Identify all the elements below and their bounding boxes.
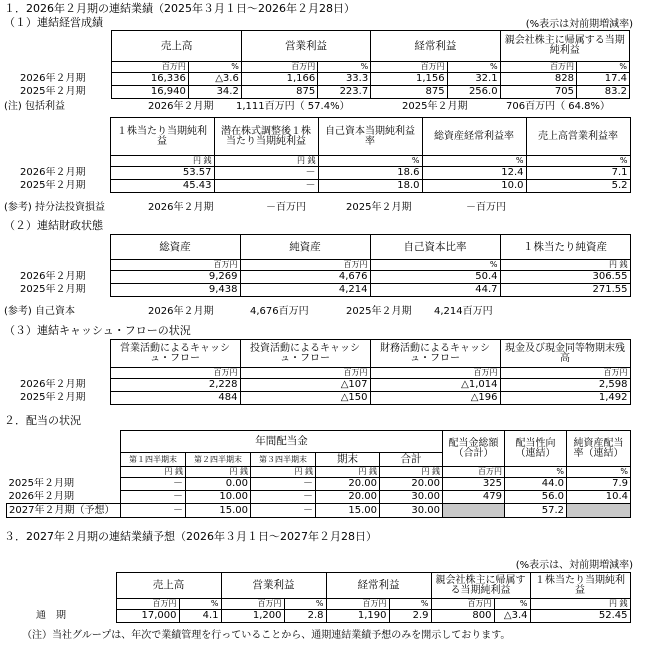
header-net-assets: 純資産	[240, 235, 370, 260]
own-capital-label: (参考) 自己資本	[4, 306, 75, 317]
table-row	[6, 86, 630, 99]
cell: 17.4	[576, 73, 629, 86]
forecast-footnote: （注）当社グループは、年次で業績管理を行っていることから、通期連結業績予想のみを開示しております。	[22, 630, 511, 641]
cell: 256.0	[447, 86, 500, 99]
unit: 百万円	[326, 599, 389, 610]
cell: 33.3	[318, 73, 371, 86]
unit: 百万円	[241, 62, 317, 73]
cell: 20.00	[380, 478, 443, 491]
cell: 30.00	[380, 504, 443, 518]
cell: －	[251, 504, 316, 518]
unit: 百万円	[112, 62, 188, 73]
row-label: 2025年２月期	[20, 392, 86, 403]
cell: －	[121, 478, 186, 491]
cell: 0.00	[186, 478, 251, 491]
cell: 7.1	[526, 167, 630, 180]
financial-position-heading: （２）連結財政状態	[4, 219, 103, 232]
table-row	[7, 478, 631, 491]
cell: 34.2	[188, 86, 241, 99]
header-ordinary-profit: 経常利益	[371, 31, 500, 62]
header-ordinary-profit: 経常利益	[326, 573, 431, 599]
unit: 円 銭	[251, 467, 316, 478]
header-year-end: 期末	[316, 453, 380, 467]
cell: 9,438	[110, 284, 240, 297]
header-dividend-on-equity: 純資産配当率（連結）	[567, 431, 631, 467]
header-eps: １株当たり当期純利益	[110, 118, 214, 156]
cell-not-applicable	[567, 504, 631, 518]
equity-method-value-1: －百万円	[266, 202, 306, 213]
header-total: 合計	[380, 453, 443, 467]
unit: %	[389, 599, 431, 610]
comprehensive-income-period-2: 2025年２月期	[402, 101, 468, 112]
unit: %	[188, 62, 241, 73]
own-capital-period-2: 2025年２月期	[346, 306, 412, 317]
header-eps: １株当たり当期純利益	[530, 573, 630, 599]
comprehensive-income-value-2: 706百万円（ 64.8%）	[506, 101, 611, 112]
forecast-table	[6, 572, 631, 623]
unit: 円 銭	[530, 599, 630, 610]
cell: 45.43	[110, 180, 214, 193]
header-q1-end: 第１四半期末	[121, 453, 186, 467]
header-operating-margin: 売上高営業利益率	[526, 118, 630, 156]
table-row	[6, 392, 630, 405]
unit: 百万円	[110, 368, 240, 379]
unit: 百万円	[221, 599, 284, 610]
unit: 円 銭	[316, 467, 380, 478]
cell: 53.57	[110, 167, 214, 180]
equity-method-label: (参考) 持分法投資損益	[4, 202, 105, 213]
row-label: 2026年２月期	[20, 271, 86, 282]
unit: 円 銭	[380, 467, 443, 478]
cell: 325	[443, 478, 505, 491]
unit: %	[318, 62, 371, 73]
cell: 479	[443, 491, 505, 504]
cell: 56.0	[505, 491, 567, 504]
cell: 44.0	[505, 478, 567, 491]
cell: －	[214, 167, 318, 180]
unit: %	[447, 62, 500, 73]
table-row	[6, 73, 630, 86]
cell: 15.00	[316, 504, 380, 518]
unit: %	[567, 467, 631, 478]
comprehensive-income-value-1: 1,111百万円（ 57.4%）	[236, 101, 350, 112]
own-capital-period-1: 2026年２月期	[148, 306, 214, 317]
unit: 円 銭	[500, 260, 630, 271]
cell: 20.00	[316, 478, 380, 491]
header-q2-end: 第２四半期末	[186, 453, 251, 467]
header-operating-cf: 営業活動によるキャッシュ・フロー	[110, 340, 240, 368]
dividends-table	[6, 430, 631, 518]
own-capital-value-2: 4,214百万円	[434, 306, 493, 317]
unit: 百万円	[116, 599, 179, 610]
header-bps: １株当たり純資産	[500, 235, 630, 260]
row-label: 2025年２月期	[20, 284, 86, 295]
cell: 2.8	[284, 610, 326, 623]
cell: △196	[370, 392, 500, 405]
header-net-income-owners: 親会社株主に帰属する当期純利益	[500, 31, 629, 62]
unit: 円 銭	[214, 156, 318, 167]
table-row	[7, 504, 631, 518]
equity-method-period-1: 2026年２月期	[148, 202, 214, 213]
unit: 百万円	[443, 467, 505, 478]
header-cash-end-balance: 現金及び現金同等物期末残高	[500, 340, 630, 368]
header-equity-ratio: 自己資本比率	[370, 235, 500, 260]
unit: %	[179, 599, 221, 610]
cell: 875	[241, 86, 317, 99]
header-net-income-owners: 親会社株主に帰属する当期純利益	[431, 573, 530, 599]
cell: △3.6	[188, 73, 241, 86]
cell: 16,940	[112, 86, 188, 99]
unit: 百万円	[431, 599, 494, 610]
cell: －	[214, 180, 318, 193]
unit: 円 銭	[186, 467, 251, 478]
profitability-table	[6, 117, 631, 193]
forecast-percent-note: (%表示は、対前期増減率)	[515, 560, 633, 571]
cell: 17,000	[116, 610, 179, 623]
cell: 20.00	[316, 491, 380, 504]
header-net-sales: 売上高	[116, 573, 221, 599]
row-label: 2026年２月期	[20, 73, 86, 84]
own-capital-value-1: 4,676百万円	[250, 306, 309, 317]
cell: 10.4	[567, 491, 631, 504]
header-q3-end: 第３四半期末	[251, 453, 316, 467]
section1-sub-operating-results: （１）連結経営成績	[4, 16, 103, 29]
cash-flow-table	[6, 339, 631, 405]
unit: 百万円	[240, 368, 370, 379]
header-diluted-eps: 潜在株式調整後１株当たり当期純利益	[214, 118, 318, 156]
cell: 306.55	[500, 271, 630, 284]
cell: 57.2	[505, 504, 567, 518]
cell: 30.00	[380, 491, 443, 504]
cell: 705	[500, 86, 576, 99]
cell: 1,156	[371, 73, 447, 86]
table-row	[6, 610, 630, 623]
table-row	[6, 379, 630, 392]
cell: △150	[240, 392, 370, 405]
header-roe: 自己資本当期純利益率	[318, 118, 422, 156]
cell: 16,336	[112, 73, 188, 86]
cell: 50.4	[370, 271, 500, 284]
cell: 44.7	[370, 284, 500, 297]
row-label: 2025年２月期	[20, 86, 86, 97]
table-row	[6, 167, 630, 180]
cell: 2,228	[110, 379, 240, 392]
header-roa: 総資産経常利益率	[422, 118, 526, 156]
cash-flow-heading: （３）連結キャッシュ・フローの状況	[4, 324, 191, 337]
row-label-full-year: 通 期	[36, 610, 66, 621]
cell: 4,676	[240, 271, 370, 284]
unit: %	[526, 156, 630, 167]
comprehensive-income-label: (注) 包括利益	[4, 101, 65, 112]
row-label: 2025年２月期	[20, 180, 86, 191]
unit: 百万円	[371, 62, 447, 73]
cell: 18.0	[318, 180, 422, 193]
cell: 1,166	[241, 73, 317, 86]
cell: 52.45	[530, 610, 630, 623]
unit: 円 銭	[110, 156, 214, 167]
section1-heading: １．2026年２月期の連結業績（2025年３月１日～2026年２月28日）	[4, 2, 355, 15]
dividends-heading: ２．配当の状況	[4, 414, 81, 427]
percent-note: (%表示は対前期増減率)	[525, 19, 633, 30]
unit: 百万円	[110, 260, 240, 271]
header-annual-dividend: 年間配当金	[121, 431, 443, 453]
unit: %	[422, 156, 526, 167]
header-total-dividend: 配当金総額（合計）	[443, 431, 505, 467]
financial-position-table	[6, 234, 631, 297]
forecast-heading: ３．2027年２月期の連結業績予想（2026年３月１日～2027年２月28日）	[4, 530, 377, 543]
cell: 5.2	[526, 180, 630, 193]
cell: 2.9	[389, 610, 431, 623]
cell: 32.1	[447, 73, 500, 86]
row-label: 2027年２月期（予想）	[7, 504, 121, 518]
table-row	[7, 491, 631, 504]
cell: 4.1	[179, 610, 221, 623]
table-row	[6, 284, 630, 297]
unit: %	[318, 156, 422, 167]
unit: %	[576, 62, 629, 73]
cell: 484	[110, 392, 240, 405]
comprehensive-income-period-1: 2026年２月期	[148, 101, 214, 112]
cell: 1,200	[221, 610, 284, 623]
cell: △107	[240, 379, 370, 392]
row-label: 2026年２月期	[20, 379, 86, 390]
cell-not-applicable	[443, 504, 505, 518]
cell: 10.0	[422, 180, 526, 193]
unit: 百万円	[240, 260, 370, 271]
cell: 4,214	[240, 284, 370, 297]
unit: %	[284, 599, 326, 610]
header-investing-cf: 投資活動によるキャッシュ・フロー	[240, 340, 370, 368]
cell: △1,014	[370, 379, 500, 392]
header-operating-profit: 営業利益	[241, 31, 370, 62]
cell: －	[121, 504, 186, 518]
cell: 83.2	[576, 86, 629, 99]
equity-method-value-2: －百万円	[466, 202, 506, 213]
cell: 875	[371, 86, 447, 99]
operating-results-table	[6, 30, 630, 99]
header-financing-cf: 財務活動によるキャッシュ・フロー	[370, 340, 500, 368]
cell: 271.55	[500, 284, 630, 297]
cell: 10.00	[186, 491, 251, 504]
unit: %	[505, 467, 567, 478]
unit: 円 銭	[121, 467, 186, 478]
unit: 百万円	[500, 62, 576, 73]
row-label: 2026年２月期	[7, 491, 121, 504]
header-total-assets: 総資産	[110, 235, 240, 260]
cell: △3.4	[494, 610, 530, 623]
unit: 百万円	[370, 368, 500, 379]
unit: %	[494, 599, 530, 610]
cell: －	[121, 491, 186, 504]
unit: %	[370, 260, 500, 271]
cell: 2,598	[500, 379, 630, 392]
table-row	[6, 180, 630, 193]
header-operating-profit: 営業利益	[221, 573, 326, 599]
header-net-sales: 売上高	[112, 31, 241, 62]
cell: 12.4	[422, 167, 526, 180]
cell: 18.6	[318, 167, 422, 180]
equity-method-period-2: 2025年２月期	[346, 202, 412, 213]
cell: 223.7	[318, 86, 371, 99]
cell: 15.00	[186, 504, 251, 518]
cell: 800	[431, 610, 494, 623]
cell: －	[251, 478, 316, 491]
header-payout-ratio: 配当性向（連結）	[505, 431, 567, 467]
cell: －	[251, 491, 316, 504]
cell: 1,492	[500, 392, 630, 405]
table-row	[6, 271, 630, 284]
unit: 百万円	[500, 368, 630, 379]
row-label: 2026年２月期	[20, 167, 86, 178]
row-label: 2025年２月期	[7, 478, 121, 491]
cell: 9,269	[110, 271, 240, 284]
cell: 7.9	[567, 478, 631, 491]
cell: 1,190	[326, 610, 389, 623]
cell: 828	[500, 73, 576, 86]
